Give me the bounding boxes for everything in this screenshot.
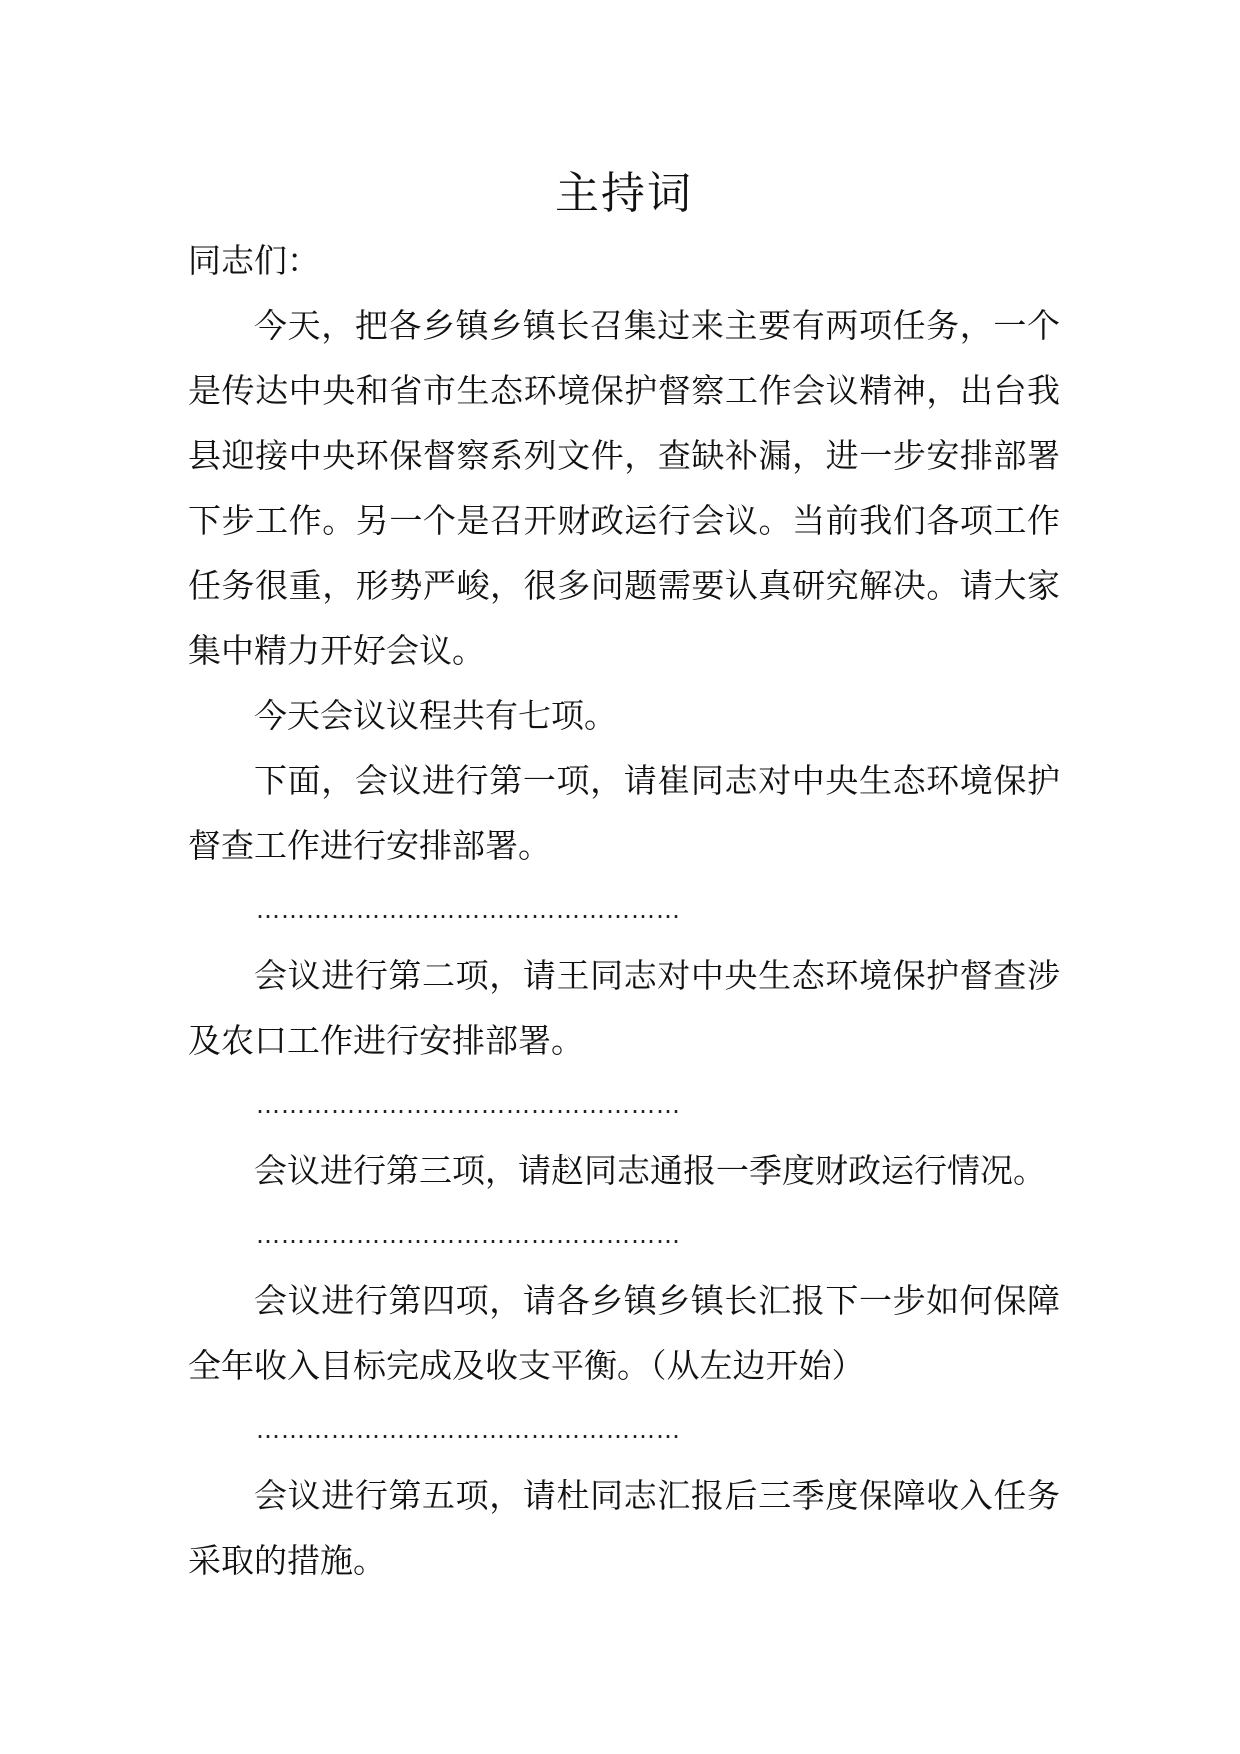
paragraph-item-3: 会议进行第三项，请赵同志通报一季度财政运行情况。 — [254, 1151, 1046, 1190]
paragraph-item-2: 会议进行第二项，请王同志对中央生态环境保护督查涉及农口工作进行安排部署。 — [188, 956, 1060, 1060]
paragraph-item-5: 会议进行第五项，请杜同志汇报后三季度保障收入任务采取的措施。 — [188, 1476, 1060, 1580]
paragraph-item-4: 会议进行第四项，请各乡镇乡镇长汇报下一步如何保障全年收入目标完成及收支平衡。（从左边开始） — [188, 1281, 1060, 1385]
paragraph-item-1: 下面，会议进行第一项，请崔同志对中央生态环境保护督查工作进行安排部署。 — [188, 761, 1060, 865]
separator-dots: …………………………………………… — [256, 1221, 681, 1249]
separator-dots: …………………………………………… — [256, 896, 681, 924]
paragraph-agenda-count: 今天会议议程共有七项。 — [254, 696, 617, 735]
paragraph-opening: 今天，把各乡镇乡镇长召集过来主要有两项任务，一个是传达中央和省市生态环境保护督察工作会议精神，出台我县迎接中央环保督察系列文件，查缺补漏，进一步安排部署下步工作。另一个是召开财政运行会议。当前我们各项工作任务很重，形势严峻，很多问题需要认真研究解决。请大家集中精力开好会议。 — [188, 306, 1060, 670]
document-page — [188, 160, 1060, 1593]
document-title: 主持词 — [555, 168, 693, 219]
separator-dots: …………………………………………… — [256, 1091, 681, 1119]
separator-dots: …………………………………………… — [256, 1416, 681, 1444]
salutation: 同志们： — [188, 241, 320, 280]
